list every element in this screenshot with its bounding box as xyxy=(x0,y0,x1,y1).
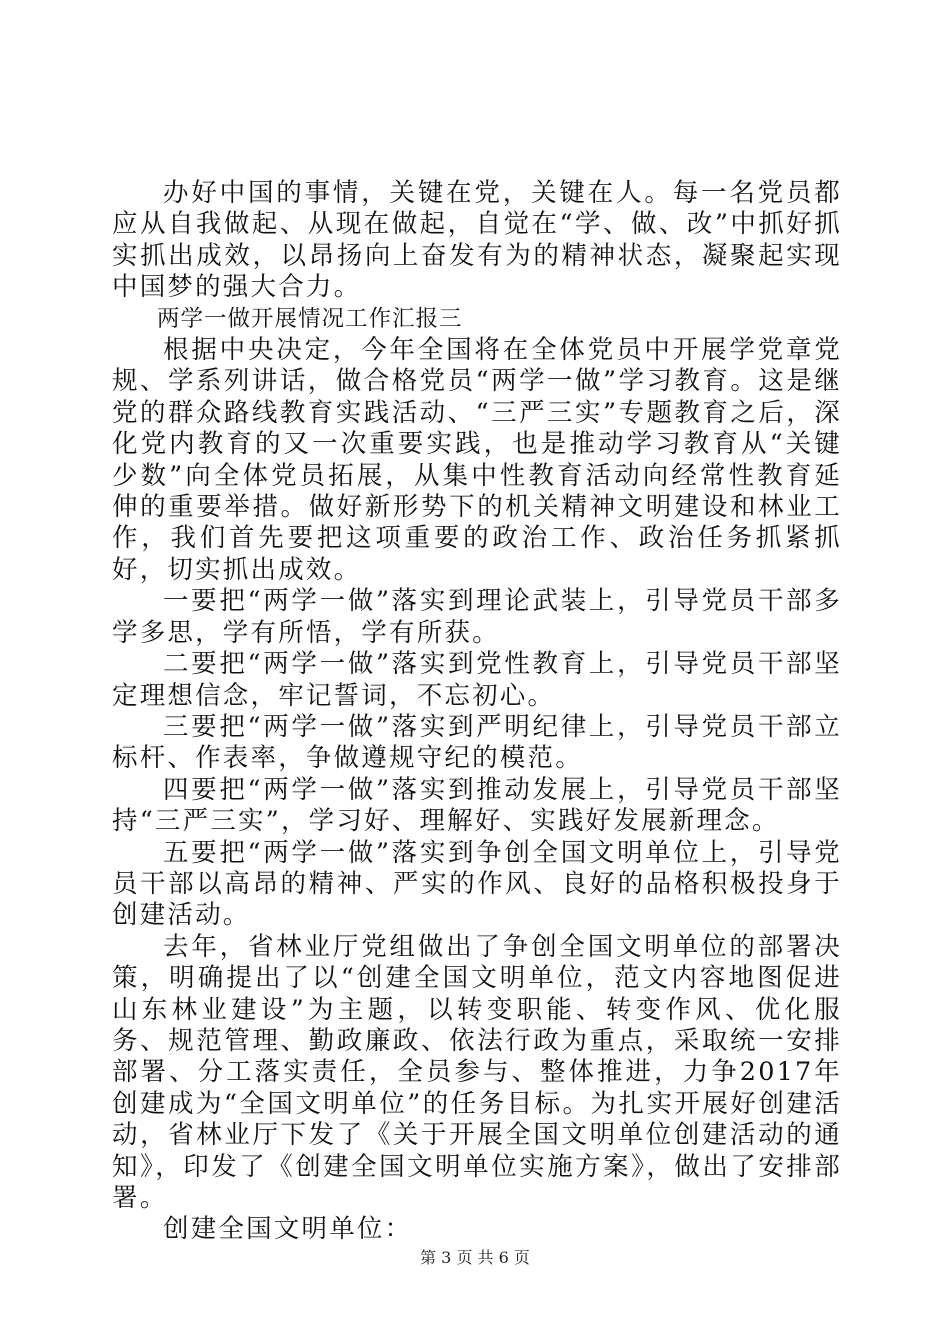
paragraph-background: 根据中央决定，今年全国将在全体党员中开展学党章党规、学系列讲话，做合格党员“两学一做”学习教育。这是继党的群众路线教育实践活动、“三严三实”专题教育之后，深化党内教育的又一次重要实践，也是推动学习教育从“关键少数”向全体党员拓展，从集中性教育活动向经常性教育延伸的重要举措。做好新形势下的机关精神文明建设和林业工作，我们首先要把这项重要的政治工作、政治任务抓紧抓好，切实抓出成效。 xyxy=(112,335,842,585)
paragraph-point-5: 五要把“两学一做”落实到争创全国文明单位上，引导党员干部以高昂的精神、严实的作风、良好的品格积极投身于创建活动。 xyxy=(112,837,842,931)
paragraph-point-4: 四要把“两学一做”落实到推动发展上，引导党员干部坚持“三严三实”，学习好、理解好、实践好发展新理念。 xyxy=(112,774,842,837)
section-heading: 两学一做开展情况工作汇报三 xyxy=(157,305,463,332)
paragraph-create-heading: 创建全国文明单位： xyxy=(163,1214,413,1245)
page-number-footer: 第 3 页 共 6 页 xyxy=(420,1248,530,1267)
paragraph-last-year: 去年，省林业厅党组做出了争创全国文明单位的部署决策，明确提出了以“创建全国文明单位，范文内容地图促进山东林业建设”为主题，以转变职能、转变作风、优化服务、规范管理、勤政廉政、依法行政为重点，采取统一安排部署、分工落实责任，全员参与、整体推进，力争2017年创建成为“全国文明单位”的任务目标。为扎实开展好创建活动，省林业厅下发了《关于开展全国文明单位创建活动的通知》，印发了《创建全国文明单位实施方案》，做出了安排部署。 xyxy=(112,931,842,1213)
paragraph-point-3: 三要把“两学一做”落实到严明纪律上，引导党员干部立标杆、作表率，争做遵规守纪的模范。 xyxy=(112,711,842,774)
paragraph-point-2: 二要把“两学一做”落实到党性教育上，引导党员干部坚定理想信念，牢记誓词，不忘初心。 xyxy=(112,649,842,711)
paragraph-point-1: 一要把“两学一做”落实到理论武装上，引导党员干部多学多思，学有所悟，学有所获。 xyxy=(112,586,842,648)
paragraph-intro: 办好中国的事情，关键在党，关键在人。每一名党员都应从自我做起、从现在做起，自觉在“学、做、改”中抓好抓实抓出成效，以昂扬向上奋发有为的精神状态，凝聚起实现中国梦的强大合力。 xyxy=(112,178,842,303)
document-body xyxy=(112,178,842,1246)
